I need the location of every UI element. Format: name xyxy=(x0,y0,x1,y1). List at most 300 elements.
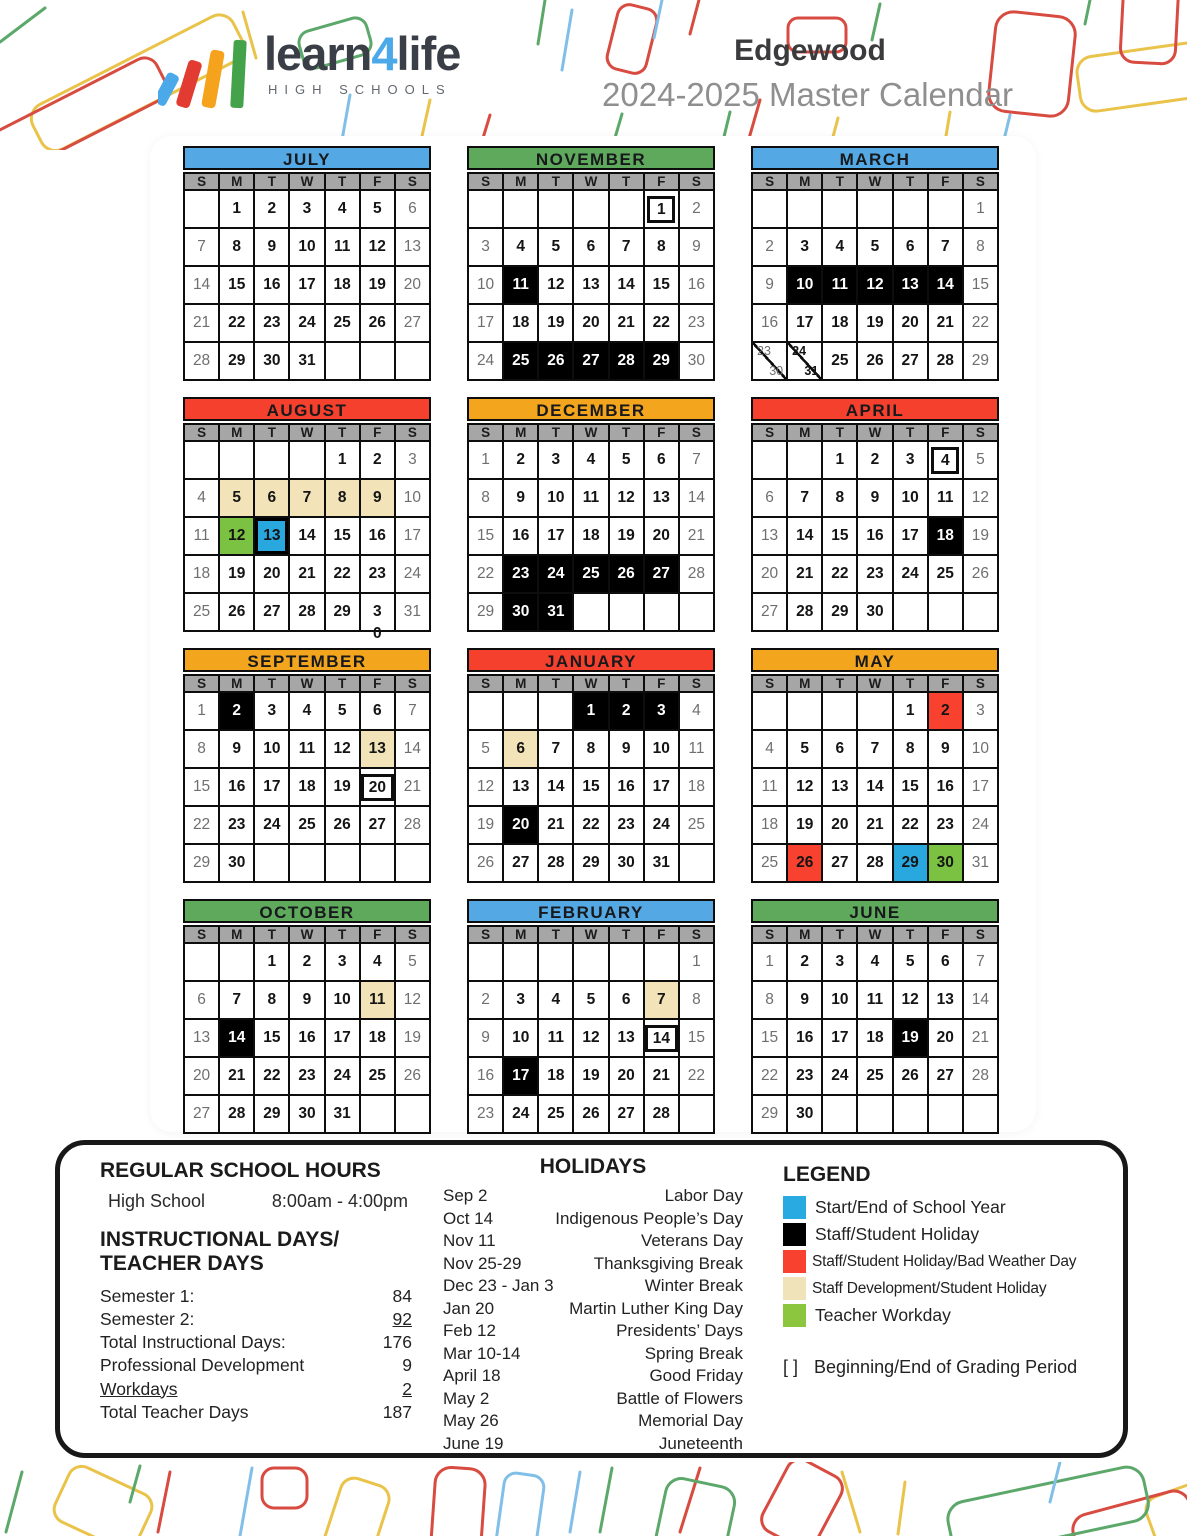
day-cell: 27 xyxy=(184,1095,219,1133)
day-cell xyxy=(538,190,573,228)
day-cell xyxy=(254,441,289,479)
weekday-header: F xyxy=(360,675,395,692)
weekday-header: T xyxy=(538,173,573,190)
weekday-header: F xyxy=(644,173,679,190)
weekday-header: W xyxy=(857,424,892,441)
day-cell: 27 xyxy=(360,806,395,844)
week-row xyxy=(752,981,998,1019)
weekday-header: S xyxy=(468,675,503,692)
day-cell: 29 xyxy=(893,844,928,882)
day-cell: 7 xyxy=(644,981,679,1019)
weekday-header: S xyxy=(679,926,714,943)
day-number-overflow: 0 xyxy=(372,625,382,642)
day-cell: 29 xyxy=(219,342,254,380)
day-cell: 3 xyxy=(325,943,360,981)
instructional-days-title: INSTRUCTIONAL DAYS/ TEACHER DAYS xyxy=(100,1228,340,1276)
day-cell: 6 xyxy=(184,981,219,1019)
day-cell xyxy=(184,943,219,981)
day-cell: 3 xyxy=(538,441,573,479)
week-row xyxy=(184,1095,430,1133)
day-cell: 26 xyxy=(893,1057,928,1095)
day-cell: 23 xyxy=(219,806,254,844)
holiday-row xyxy=(443,1343,743,1366)
day-cell: 26 xyxy=(360,304,395,342)
day-cell: 4 xyxy=(752,730,787,768)
day-cell: 28 xyxy=(857,844,892,882)
day-cell: 7 xyxy=(787,479,822,517)
day-cell: 31 xyxy=(644,844,679,882)
legend-grading-period xyxy=(783,1357,1118,1378)
day-cell: 31 xyxy=(963,844,998,882)
stat-row xyxy=(100,1331,412,1354)
week-row xyxy=(468,266,714,304)
day-cell: 5 xyxy=(360,190,395,228)
day-cell: 17 xyxy=(325,1019,360,1057)
week-row xyxy=(468,517,714,555)
day-cell: 9 xyxy=(219,730,254,768)
day-cell: 2 xyxy=(503,441,538,479)
day-cell xyxy=(609,190,644,228)
day-cell: 16 xyxy=(609,768,644,806)
day-cell: 23 xyxy=(857,555,892,593)
day-cell: 15 xyxy=(679,1019,714,1057)
day-cell: 1 xyxy=(963,190,998,228)
day-cell xyxy=(468,692,503,730)
day-cell: 22 xyxy=(468,555,503,593)
holiday-row xyxy=(443,1365,743,1388)
week-row xyxy=(184,981,430,1019)
holiday-name: Veterans Day xyxy=(640,1231,743,1250)
week-row xyxy=(752,730,998,768)
legend-color-swatch xyxy=(783,1196,806,1219)
day-cell: 21 xyxy=(289,555,324,593)
day-cell: 30 xyxy=(254,342,289,380)
day-cell: 12 xyxy=(787,768,822,806)
weekday-header: T xyxy=(254,173,289,190)
day-cell xyxy=(822,1095,857,1133)
logo-text xyxy=(264,28,460,97)
grading-period-bracket: 20 xyxy=(361,774,394,801)
stat-row xyxy=(100,1354,412,1377)
day-cell: 16 xyxy=(679,266,714,304)
day-cell: 23 xyxy=(609,806,644,844)
day-cell xyxy=(752,190,787,228)
stat-label: Workdays xyxy=(100,1378,178,1399)
week-row xyxy=(468,730,714,768)
day-cell: 21 xyxy=(219,1057,254,1095)
day-cell: 8 xyxy=(468,479,503,517)
day-cell: 30 xyxy=(219,844,254,882)
weekday-header: M xyxy=(787,675,822,692)
day-cell: 3 0 xyxy=(360,593,395,631)
weekday-header: T xyxy=(893,424,928,441)
day-cell: 30 xyxy=(679,342,714,380)
day-cell: 25 xyxy=(503,342,538,380)
day-cell xyxy=(963,593,998,631)
day-cell: 14 xyxy=(787,517,822,555)
day-cell: 19 xyxy=(468,806,503,844)
day-cell: 2 xyxy=(857,441,892,479)
day-cell: 9 xyxy=(787,981,822,1019)
grading-period-bracket: 4 xyxy=(931,447,959,474)
day-cell xyxy=(893,190,928,228)
day-cell xyxy=(857,190,892,228)
day-cell: 18 xyxy=(538,1057,573,1095)
weekday-header: S xyxy=(184,675,219,692)
month-grid xyxy=(467,674,715,883)
day-cell: 28 xyxy=(609,342,644,380)
day-cell: 23 xyxy=(503,555,538,593)
legend-label: Staff/Student Holiday/Bad Weather Day xyxy=(812,1252,1077,1270)
day-cell: 24 xyxy=(644,806,679,844)
bracket-symbol: [ ] xyxy=(783,1357,799,1377)
day-cell: 22 xyxy=(752,1057,787,1095)
weekday-header: T xyxy=(538,424,573,441)
month-grid xyxy=(183,423,431,642)
month-march xyxy=(751,146,999,381)
day-cell: 24 xyxy=(254,806,289,844)
week-row xyxy=(184,844,430,882)
week-row xyxy=(184,190,430,228)
holiday-name: Presidents’ Days xyxy=(616,1321,743,1340)
weekday-header: T xyxy=(893,675,928,692)
day-cell: 13 xyxy=(573,266,608,304)
day-cell: 25 xyxy=(857,1057,892,1095)
day-cell: 29 xyxy=(184,844,219,882)
day-cell: 18 xyxy=(822,304,857,342)
day-cell: 29 xyxy=(573,844,608,882)
day-cell xyxy=(395,1095,430,1133)
weekday-header: S xyxy=(963,424,998,441)
week-row xyxy=(468,190,714,228)
weekday-header-row xyxy=(468,424,714,441)
month-august xyxy=(183,397,431,642)
stat-value: 9 xyxy=(402,1355,412,1376)
day-cell: 29 xyxy=(325,593,360,631)
day-cell xyxy=(787,342,822,380)
day-cell: 21 xyxy=(787,555,822,593)
weekday-header: S xyxy=(395,173,430,190)
day-cell: 1 xyxy=(893,692,928,730)
day-cell: 12 xyxy=(395,981,430,1019)
week-row xyxy=(468,1057,714,1095)
week-row xyxy=(468,692,714,730)
day-cell: 16 xyxy=(752,304,787,342)
day-cell: 2 xyxy=(787,943,822,981)
holiday-date: Sep 2 xyxy=(443,1186,488,1205)
day-cell: 16 xyxy=(254,266,289,304)
day-cell: 16 xyxy=(468,1057,503,1095)
day-cell xyxy=(360,1095,395,1133)
week-row xyxy=(184,555,430,593)
day-cell: 22 xyxy=(822,555,857,593)
day-cell: 9 xyxy=(928,730,963,768)
weekday-header: M xyxy=(503,424,538,441)
day-cell: 28 xyxy=(787,593,822,631)
day-cell: 23 xyxy=(787,1057,822,1095)
day-cell: 24 xyxy=(503,1095,538,1133)
day-cell xyxy=(609,943,644,981)
holiday-name: Good Friday xyxy=(649,1366,743,1385)
weekday-header: T xyxy=(893,926,928,943)
day-cell: 3 xyxy=(644,692,679,730)
day-cell: 6 xyxy=(644,441,679,479)
day-cell: 11 xyxy=(573,479,608,517)
day-cell: 15 xyxy=(752,1019,787,1057)
stat-row xyxy=(100,1378,412,1401)
day-cell: 11 xyxy=(822,266,857,304)
day-cell: 4 xyxy=(360,943,395,981)
week-row xyxy=(468,593,714,631)
day-cell xyxy=(822,692,857,730)
day-cell: 4 xyxy=(289,692,324,730)
day-cell: 7 xyxy=(289,479,324,517)
day-cell: 25 xyxy=(928,555,963,593)
weekday-header: T xyxy=(538,675,573,692)
weekday-header: T xyxy=(609,675,644,692)
day-cell: 15 xyxy=(822,517,857,555)
school-hours-value: 8:00am - 4:00pm xyxy=(271,1191,408,1211)
weekday-header: M xyxy=(503,926,538,943)
day-cell: 5 xyxy=(395,943,430,981)
month-november xyxy=(467,146,715,381)
day-cell: 2 xyxy=(289,943,324,981)
day-cell: 9 xyxy=(609,730,644,768)
day-cell: 29 xyxy=(822,593,857,631)
day-cell: 23 xyxy=(360,555,395,593)
instructional-days-table xyxy=(100,1285,412,1424)
month-title: MARCH xyxy=(751,146,999,170)
holiday-row xyxy=(443,1410,743,1433)
day-cell: 18 xyxy=(857,1019,892,1057)
day-cell xyxy=(644,1019,679,1057)
day-cell: 12 xyxy=(963,479,998,517)
day-cell: 20 xyxy=(752,555,787,593)
logo-bars-icon xyxy=(158,28,254,114)
day-cell: 29 xyxy=(963,342,998,380)
weekday-header: T xyxy=(609,173,644,190)
month-title: JULY xyxy=(183,146,431,170)
day-cell: 2 xyxy=(219,692,254,730)
day-cell: 4 xyxy=(325,190,360,228)
weekday-header: M xyxy=(787,424,822,441)
weekday-header: S xyxy=(395,926,430,943)
weekday-header: M xyxy=(787,926,822,943)
day-cell: 31 xyxy=(538,593,573,631)
holiday-name: Spring Break xyxy=(644,1343,743,1363)
weekday-header: M xyxy=(787,173,822,190)
day-cell: 27 xyxy=(893,342,928,380)
day-cell: 20 xyxy=(893,304,928,342)
week-row xyxy=(184,479,430,517)
day-cell: 22 xyxy=(893,806,928,844)
grading-period-bracket: 14 xyxy=(645,1025,678,1052)
day-cell: 23 xyxy=(254,304,289,342)
holidays-section xyxy=(443,1155,743,1455)
day-cell: 5 xyxy=(787,730,822,768)
legend-item xyxy=(783,1277,1118,1300)
day-cell xyxy=(538,692,573,730)
day-cell: 27 xyxy=(822,844,857,882)
day-cell: 15 xyxy=(219,266,254,304)
day-cell: 21 xyxy=(395,768,430,806)
day-cell: 4 xyxy=(679,692,714,730)
month-may xyxy=(751,648,999,883)
day-cell: 9 xyxy=(503,479,538,517)
day-cell: 1 xyxy=(752,943,787,981)
weekday-header: F xyxy=(928,173,963,190)
stat-label: Semester 2: xyxy=(100,1308,195,1329)
month-april xyxy=(751,397,999,632)
day-cell: 16 xyxy=(360,517,395,555)
day-cell: 5 xyxy=(468,730,503,768)
holiday-date: Feb 12 xyxy=(443,1321,496,1340)
weekday-header: T xyxy=(822,424,857,441)
weekday-header: S xyxy=(679,424,714,441)
day-cell xyxy=(644,943,679,981)
week-row xyxy=(752,806,998,844)
day-cell: 6 xyxy=(928,943,963,981)
weekday-header: S xyxy=(468,926,503,943)
day-cell: 25 xyxy=(822,342,857,380)
brand-subtitle: HIGH SCHOOLS xyxy=(268,82,452,97)
day-cell: 26 xyxy=(787,844,822,882)
day-cell: 16 xyxy=(928,768,963,806)
day-cell xyxy=(219,441,254,479)
day-cell: 23 xyxy=(468,1095,503,1133)
background-pattern-bottom xyxy=(0,1462,1187,1536)
week-row xyxy=(752,844,998,882)
holiday-date: May 2 xyxy=(443,1388,490,1408)
week-row xyxy=(468,806,714,844)
day-cell: 29 xyxy=(644,342,679,380)
day-cell: 26 xyxy=(325,806,360,844)
day-cell: 9 xyxy=(857,479,892,517)
week-row xyxy=(752,1019,998,1057)
day-cell: 3 xyxy=(503,981,538,1019)
day-cell: 13 xyxy=(184,1019,219,1057)
week-row xyxy=(752,190,998,228)
day-cell: 14 xyxy=(395,730,430,768)
weekday-header: T xyxy=(893,173,928,190)
week-row xyxy=(752,441,998,479)
stat-label: Semester 1: xyxy=(100,1285,195,1306)
stat-row xyxy=(100,1285,412,1308)
day-cell: 5 xyxy=(538,228,573,266)
day-cell xyxy=(360,844,395,882)
day-cell: 10 xyxy=(395,479,430,517)
day-cell: 20 xyxy=(254,555,289,593)
week-row xyxy=(468,1019,714,1057)
day-cell: 13 xyxy=(503,768,538,806)
day-cell: 7 xyxy=(928,228,963,266)
weekday-header: W xyxy=(289,926,324,943)
day-cell xyxy=(857,692,892,730)
weekday-header: T xyxy=(325,675,360,692)
day-cell: 3 xyxy=(468,228,503,266)
regular-school-hours-title: REGULAR SCHOOL HOURS xyxy=(100,1159,381,1182)
day-cell: 26 xyxy=(857,342,892,380)
weekday-header: W xyxy=(289,675,324,692)
holiday-date: Oct 14 xyxy=(443,1208,494,1228)
week-row xyxy=(752,593,998,631)
holiday-name: Martin Luther King Day xyxy=(569,1298,743,1318)
week-row xyxy=(468,441,714,479)
day-cell: 31 xyxy=(325,1095,360,1133)
week-row xyxy=(184,266,430,304)
day-cell: 23 xyxy=(928,806,963,844)
weekday-header: S xyxy=(395,424,430,441)
day-cell: 1 xyxy=(184,692,219,730)
day-cell: 8 xyxy=(822,479,857,517)
day-cell: 8 xyxy=(752,981,787,1019)
stat-value: 187 xyxy=(382,1401,412,1422)
day-cell xyxy=(787,692,822,730)
day-cell: 10 xyxy=(787,266,822,304)
week-row xyxy=(184,768,430,806)
weekday-header-row xyxy=(468,173,714,190)
day-cell: 6 xyxy=(254,479,289,517)
day-cell: 6 xyxy=(573,228,608,266)
day-cell: 7 xyxy=(609,228,644,266)
day-cell: 16 xyxy=(503,517,538,555)
day-number: 24 xyxy=(792,344,807,358)
holiday-row xyxy=(443,1388,743,1411)
day-cell: 24 xyxy=(325,1057,360,1095)
day-cell: 30 xyxy=(503,593,538,631)
day-cell: 17 xyxy=(963,768,998,806)
day-cell: 19 xyxy=(573,1057,608,1095)
day-cell: 24 xyxy=(468,342,503,380)
weekday-header: M xyxy=(219,424,254,441)
day-cell: 21 xyxy=(184,304,219,342)
weekday-header-row xyxy=(752,675,998,692)
day-cell: 3 xyxy=(787,228,822,266)
day-cell: 22 xyxy=(184,806,219,844)
day-cell xyxy=(928,593,963,631)
day-cell: 26 xyxy=(609,555,644,593)
day-cell: 2 xyxy=(360,441,395,479)
week-row xyxy=(184,228,430,266)
day-cell: 11 xyxy=(857,981,892,1019)
day-cell: 24 xyxy=(538,555,573,593)
weekday-header: S xyxy=(184,926,219,943)
weekday-header: T xyxy=(609,926,644,943)
weekday-header: T xyxy=(254,675,289,692)
week-row xyxy=(184,441,430,479)
day-cell xyxy=(752,342,787,380)
day-cell: 29 xyxy=(752,1095,787,1133)
day-cell xyxy=(679,593,714,631)
day-cell: 5 xyxy=(963,441,998,479)
day-cell: 30 xyxy=(289,1095,324,1133)
day-cell: 15 xyxy=(325,517,360,555)
day-cell xyxy=(360,342,395,380)
day-cell: 13 xyxy=(928,981,963,1019)
day-cell: 10 xyxy=(538,479,573,517)
day-cell: 27 xyxy=(395,304,430,342)
day-cell: 8 xyxy=(219,228,254,266)
weekday-header-row xyxy=(468,926,714,943)
day-cell xyxy=(857,1095,892,1133)
holiday-row xyxy=(443,1185,743,1208)
day-cell: 6 xyxy=(609,981,644,1019)
day-cell: 16 xyxy=(857,517,892,555)
week-row xyxy=(752,266,998,304)
weekday-header: T xyxy=(325,173,360,190)
weekday-header: S xyxy=(184,173,219,190)
holiday-row xyxy=(443,1208,743,1231)
